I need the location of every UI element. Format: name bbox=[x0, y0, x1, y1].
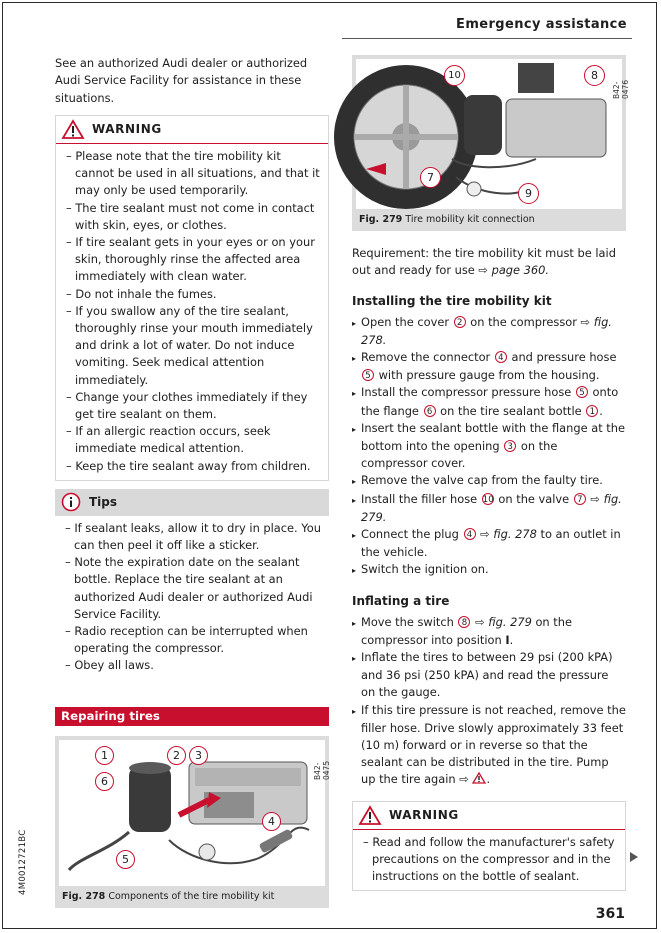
step-item: ▸ Install the filler hose 10 on the valve 7 ⇨ fig. 279. bbox=[352, 491, 622, 524]
callout-9: 9 bbox=[518, 183, 539, 204]
bullet-icon: ▸ bbox=[352, 495, 357, 505]
inflating-steps bbox=[352, 614, 626, 789]
bullet-icon: ▸ bbox=[352, 706, 357, 716]
step-item: ▸ Open the cover 2 on the compressor ⇨ fig. 278. bbox=[352, 314, 612, 347]
warning-icon bbox=[62, 120, 84, 139]
page-number: 361 bbox=[595, 906, 625, 922]
bullet-icon: ▸ bbox=[352, 531, 357, 541]
callout-7: 7 bbox=[420, 167, 441, 188]
bullet-icon: ▸ bbox=[352, 566, 357, 576]
requirement-paragraph bbox=[352, 245, 626, 280]
warning-title: WARNING bbox=[389, 808, 459, 823]
installing-heading: Installing the tire mobility kit bbox=[352, 293, 552, 308]
warning-list bbox=[56, 144, 328, 480]
warning-header bbox=[353, 802, 625, 830]
figure-reference-link[interactable]: ⇨ fig. 279 bbox=[475, 614, 532, 629]
tips-item: – Radio reception can be interrupted when operating the compressor. bbox=[65, 623, 308, 656]
continue-arrow-icon[interactable] bbox=[630, 852, 638, 862]
info-icon bbox=[61, 492, 81, 512]
warning-item: – The tire sealant must not come in contact with skin, eyes, or clothes. bbox=[66, 200, 315, 232]
step-item: ▸ Install the compressor pressure hose 5 onto the flange 6 on the tire sealant bottle 1 . bbox=[352, 385, 619, 418]
page-reference-link[interactable]: ⇨ page 360. bbox=[478, 263, 550, 278]
tips-title: Tips bbox=[89, 495, 118, 510]
figure-279 bbox=[352, 55, 630, 231]
step-item: ▸ Connect the plug 4 ⇨ fig. 278 to an outlet in the vehicle. bbox=[352, 527, 621, 560]
bullet-icon: ▸ bbox=[352, 424, 357, 434]
callout-5: 5 bbox=[116, 850, 135, 869]
tips-header bbox=[55, 489, 329, 516]
warning-box-2 bbox=[352, 801, 626, 892]
warning-item: – If an allergic reaction occurs, seek immediate medical attention. bbox=[66, 424, 271, 456]
tips-item: – Note the expiration date on the sealant bottle. Replace the tire sealant at an authorized Audi dealer or authorized Audi Service Facility. bbox=[65, 555, 313, 621]
page-header-title: Emergency assistance bbox=[456, 17, 627, 32]
bullet-icon: ▸ bbox=[352, 318, 357, 328]
step-item: ▸ Move the switch 8 ⇨ fig. 279 on the compressor into position I. bbox=[352, 614, 572, 647]
tire-connection-illustration bbox=[356, 59, 622, 209]
step-item: ▸ Switch the ignition on. bbox=[352, 561, 626, 579]
figure-reference-link[interactable]: ⇨ fig. 278. bbox=[361, 314, 612, 347]
document-code: 4M0012721BC bbox=[18, 829, 28, 895]
callout-6: 6 bbox=[95, 772, 114, 791]
warning-item: – If tire sealant gets in your eyes or on your skin, thoroughly rinse the affected area immediately with clean water. bbox=[66, 234, 315, 284]
callout-3: 3 bbox=[189, 746, 208, 765]
bullet-icon: ▸ bbox=[352, 477, 357, 487]
warning-list bbox=[353, 830, 625, 891]
figure-reference-link[interactable]: ⇨ fig. 278 bbox=[480, 527, 537, 542]
bullet-icon: ▸ bbox=[352, 389, 357, 399]
warning-item: – If you swallow any of the tire sealant, thoroughly rinse your mouth immediately and drink a lot of water. Do not induce vomiting. Seek medical attention immediately. bbox=[66, 303, 313, 387]
step-item: ▸ If this tire pressure is not reached, remove the filler hose. Drive slowly approximately 33 feet (10 m) forward or in reverse so that the sealant can be distributed in the tire. Pump up the tire again ⇨ . bbox=[352, 702, 626, 787]
figure-caption-text: Tire mobility kit connection bbox=[405, 214, 535, 225]
figure-code: B42-0475 bbox=[313, 760, 331, 780]
figure-279-caption bbox=[356, 209, 622, 231]
inflating-heading: Inflating a tire bbox=[352, 593, 450, 608]
figure-278-image bbox=[59, 740, 331, 886]
warning-item: – Please note that the tire mobility kit cannot be used in all situations, and that it may only be used temporarily. bbox=[66, 148, 320, 198]
right-column bbox=[352, 55, 630, 891]
header-rule bbox=[342, 38, 632, 39]
warning-item: – Read and follow the manufacturer's safety precautions on the compressor and in the instructions on the bottle of sealant. bbox=[363, 834, 615, 884]
bullet-icon: ▸ bbox=[352, 618, 357, 628]
callout-2: 2 bbox=[167, 746, 186, 765]
tips-item: – If sealant leaks, allow it to dry in place. You can then peel it off like a sticker. bbox=[65, 520, 321, 552]
tips-box bbox=[55, 489, 329, 680]
callout-10: 10 bbox=[444, 65, 465, 86]
step-item: ▸ Remove the valve cap from the faulty tire. bbox=[352, 472, 626, 490]
callout-4: 4 bbox=[262, 812, 281, 831]
step-item: ▸ Insert the sealant bottle with the flange at the bottom into the opening 3 on the compressor cover. bbox=[352, 420, 625, 471]
section-title-repairing-tires: Repairing tires bbox=[55, 707, 329, 726]
warning-title: WARNING bbox=[92, 122, 162, 137]
figure-caption-text: Components of the tire mobility kit bbox=[108, 890, 275, 902]
warning-item: – Do not inhale the fumes. bbox=[66, 286, 217, 301]
warning-header bbox=[56, 116, 328, 144]
callout-1: 1 bbox=[95, 746, 114, 765]
figure-label: Fig. 278 bbox=[62, 890, 106, 902]
callout-8: 8 bbox=[584, 65, 605, 86]
tips-list bbox=[55, 516, 329, 680]
figure-reference-link[interactable]: ⇨ fig. 279. bbox=[361, 491, 622, 524]
step-item: ▸ Remove the connector 4 and pressure hose 5 with pressure gauge from the housing. bbox=[352, 350, 617, 383]
warning-icon[interactable] bbox=[472, 772, 486, 784]
warning-item: – Keep the tire sealant away from children. bbox=[66, 458, 311, 473]
requirement-text: Requirement: the tire mobility kit must be laid out and ready for use bbox=[352, 246, 616, 278]
figure-label: Fig. 279 bbox=[359, 214, 403, 225]
bullet-icon: ▸ bbox=[352, 654, 357, 664]
installing-steps bbox=[352, 314, 626, 580]
intro-paragraph: See an authorized Audi dealer or authorized Audi Service Facility for assistance in these situations. bbox=[55, 56, 308, 105]
figure-279-image bbox=[356, 59, 630, 209]
left-column bbox=[55, 55, 329, 908]
figure-278-caption bbox=[59, 886, 325, 908]
warning-box bbox=[55, 115, 329, 481]
tips-item: – Obey all laws. bbox=[65, 658, 154, 673]
warning-icon bbox=[359, 806, 381, 825]
warning-item: – Change your clothes immediately if they get tire sealant on them. bbox=[66, 389, 308, 421]
figure-278 bbox=[55, 736, 329, 908]
figure-code: B42-0476 bbox=[612, 79, 630, 99]
bullet-icon: ▸ bbox=[352, 354, 357, 363]
step-item: ▸ Inflate the tires to between 29 psi (200 kPA) and 36 psi (250 kPA) and read the pressure on the gauge. bbox=[352, 650, 613, 700]
